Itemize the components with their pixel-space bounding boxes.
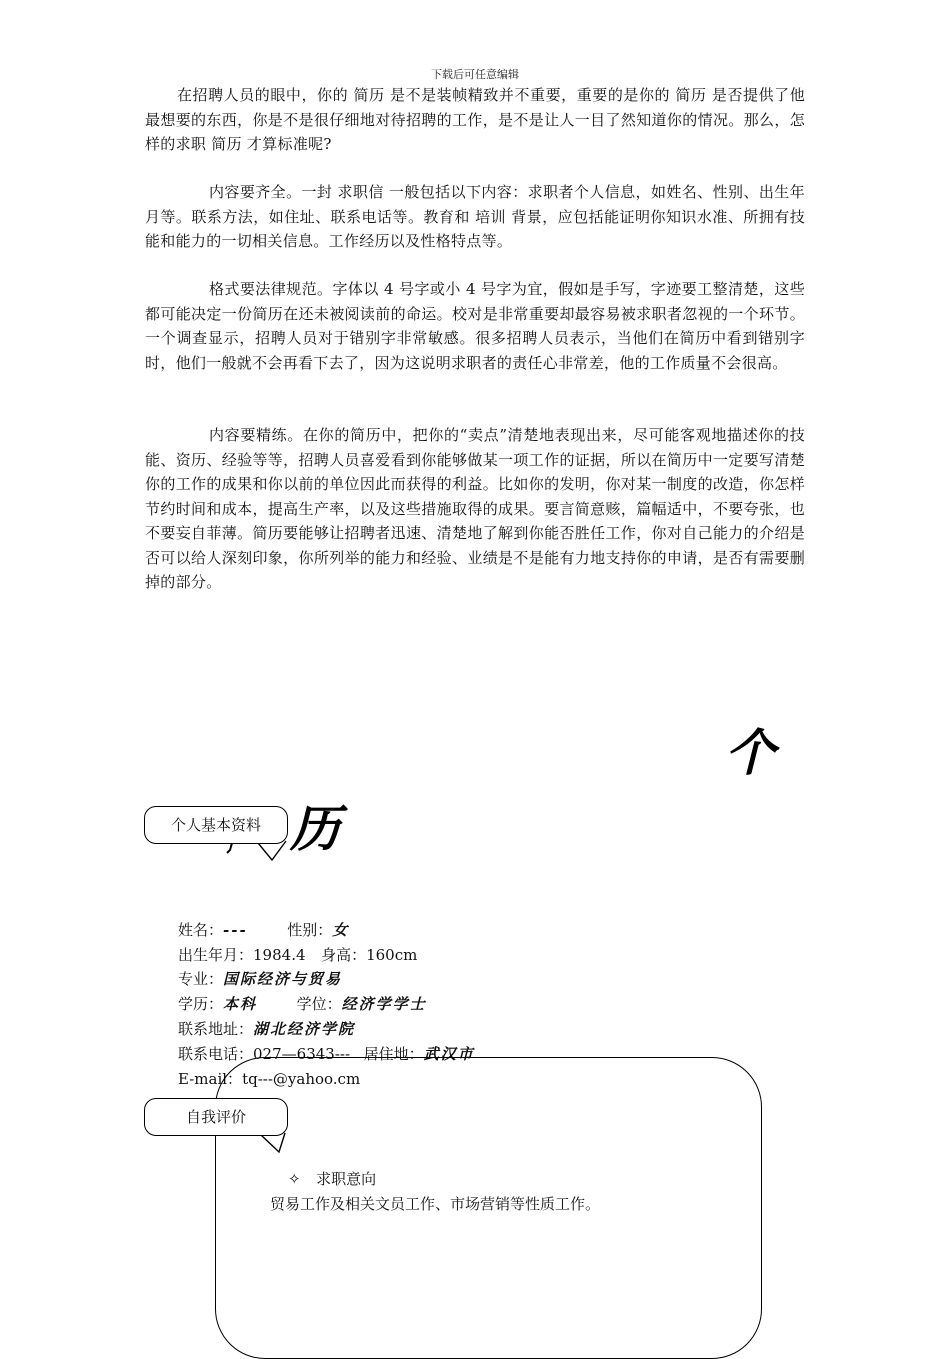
- phone-value: 027—6343---: [253, 1045, 351, 1063]
- phone-label: 联系电话：: [178, 1045, 254, 1063]
- email-value: tq---@yahoo.cm: [242, 1070, 361, 1088]
- header-note: 下载后可任意编辑: [431, 68, 519, 81]
- major-value: 国际经济与贸易: [223, 970, 343, 988]
- job-intent-body: 贸易工作及相关文员工作、市场营销等性质工作。: [270, 1195, 601, 1213]
- resume-title-char-ge: 个: [725, 723, 775, 782]
- name-value: ---: [223, 921, 248, 939]
- content-complete-paragraph: 内容要齐全。一封 求职信 一般包括以下内容：求职者个人信息，如姓名、性别、出生年月等。联系方法，如住址、联系电话等。教育和 培训 背景，应包括能证明你知识水准、所拥有技能和能力的一切相关信息。工作经历以及性格特点等。: [145, 183, 805, 250]
- birth-value: 1984.4: [253, 946, 306, 964]
- residence-label: 居住地：: [363, 1045, 424, 1063]
- major-label: 专业：: [178, 970, 224, 988]
- address-value: 湖北经济学院: [253, 1020, 356, 1038]
- profile-line-birth-height: [178, 943, 417, 968]
- format-paragraph: 格式要法律规范。字体以 4 号字或小 4 号字为宜，假如是手写，字迹要工整清楚，这些都可能决定一份简历在还未被阅读前的命运。校对是非常重要却最容易被求职者忽视的一个环节。一个调查显示，招聘人员对于错别字非常敏感。很多招聘人员表示，当他们在简历中看到错别字时，他们一般就不会再看下去了，因为这说明求职者的责任心非常差，他的工作质量不会很高。: [145, 280, 805, 372]
- profile-line-education-degree: [178, 992, 427, 1017]
- degree-value: 经济学学士: [341, 995, 427, 1013]
- intro-paragraph: 在招聘人员的眼中，你的 简历 是不是装帧精致并不重要，重要的是你的 简历 是否提供了他最想要的东西，你是不是很仔细地对待招聘的工作，是不是让人一目了然知道你的情况。那么，怎样的求职 简历 才算标准呢?: [145, 86, 805, 153]
- job-intent-heading: [288, 1168, 376, 1189]
- education-label: 学历：: [178, 995, 224, 1013]
- job-intent-title: 求职意向: [316, 1170, 377, 1188]
- gender-label: 性别：: [287, 921, 333, 939]
- resume-title-char-li: 历: [290, 799, 340, 858]
- profile-line-address: [178, 1017, 355, 1042]
- gender-value: 女: [332, 921, 350, 939]
- residence-value: 武汉市: [423, 1045, 475, 1063]
- height-value: 160cm: [366, 946, 418, 964]
- callout-basic-info: 个人基本资料: [144, 806, 288, 844]
- address-label: 联系地址：: [178, 1020, 254, 1038]
- height-label: 身高：: [321, 946, 367, 964]
- content-concise-paragraph: 内容要精练。在你的简历中，把你的“卖点”清楚地表现出来，尽可能客观地描述你的技能、资历、经验等等，招聘人员喜爱看到你能够做某一项工作的证据，所以在简历中一定要写清楚你的工作的成果和你以前的单位因此而获得的利益。比如你的发明，你对某一制度的改造，你怎样节约时间和成本，提高生产率，以及这些措施取得的成果。要言简意赅，篇幅适中，不要夸张，也不要妄自菲薄。简历要能够让招聘者迅速、清楚地了解到你能否胜任工作，你对自己能力的介绍是否可以给人深刻印象，你所列举的能力和经验、业绩是不是能有力地支持你的申请，是否有需要删掉的部分。: [145, 426, 805, 591]
- sparkle-bullet-icon: ✧: [288, 1170, 301, 1188]
- profile-line-major: [178, 967, 342, 992]
- name-label: 姓名：: [178, 921, 224, 939]
- birth-label: 出生年月：: [178, 946, 254, 964]
- email-label: E-mail：: [178, 1070, 243, 1088]
- profile-line-name-gender: [178, 918, 349, 943]
- education-value: 本科: [223, 995, 258, 1013]
- degree-label: 学位：: [296, 995, 342, 1013]
- callout-self-evaluation: 自我评价: [144, 1098, 288, 1136]
